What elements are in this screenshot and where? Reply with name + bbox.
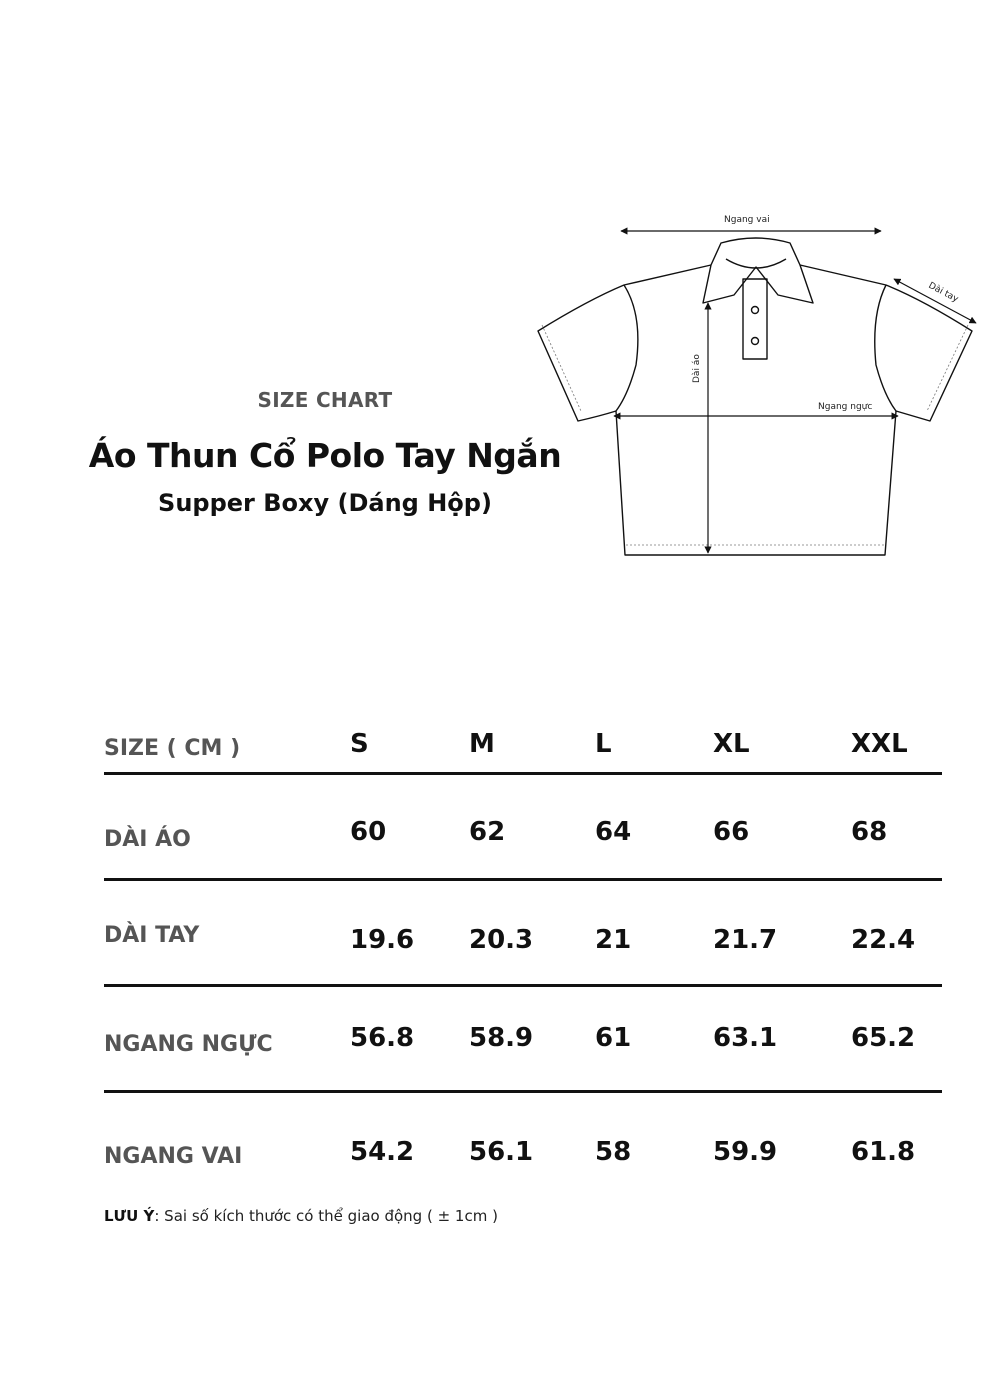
table-cell: 68 [851, 817, 888, 847]
row-label: NGANG NGỰC [104, 1032, 273, 1057]
table-cell: 58.9 [469, 1023, 534, 1053]
table-cell: 63.1 [713, 1023, 778, 1053]
product-title: Áo Thun Cổ Polo Tay Ngắn [88, 436, 562, 475]
shirt-outline [538, 265, 972, 555]
table-cell: 62 [469, 817, 506, 847]
table-cell: 58 [595, 1137, 632, 1167]
size-header-l: L [595, 729, 612, 759]
row-label: DÀI ÁO [104, 827, 191, 852]
table-cell: 19.6 [350, 925, 415, 955]
button-icon [752, 307, 759, 314]
chest-label: Ngang ngực [818, 402, 873, 412]
table-row-ngang-nguc [104, 987, 942, 1093]
shoulder-label: Ngang vai [724, 215, 770, 225]
size-chart-eyebrow: SIZE CHART [257, 388, 393, 412]
size-header-m: M [469, 729, 495, 759]
length-label: Dài áo [692, 354, 702, 383]
table-cell: 59.9 [713, 1137, 778, 1167]
collar [703, 238, 813, 303]
sleeve-label: Dài tay [926, 280, 960, 305]
table-cell: 65.2 [851, 1023, 916, 1053]
size-header-xxl: XXL [851, 729, 908, 759]
table-cell: 60 [350, 817, 387, 847]
table-cell: 56.1 [469, 1137, 534, 1167]
left-armhole [616, 285, 638, 411]
table-row-dai-ao [104, 775, 942, 881]
product-subtitle: Supper Boxy (Dáng Hộp) [158, 489, 492, 517]
tolerance-note [104, 1207, 498, 1225]
row-label: DÀI TAY [104, 923, 200, 948]
table-cell: 61 [595, 1023, 632, 1053]
table-cell: 21 [595, 925, 632, 955]
table-cell: 66 [713, 817, 750, 847]
size-unit-header: SIZE ( CM ) [104, 736, 241, 761]
table-cell: 64 [595, 817, 632, 847]
table-cell: 61.8 [851, 1137, 916, 1167]
button-icon [752, 338, 759, 345]
table-cell: 20.3 [469, 925, 534, 955]
table-cell: 56.8 [350, 1023, 415, 1053]
size-header-s: S [350, 729, 369, 759]
table-row-dai-tay [104, 881, 942, 987]
placket [743, 279, 767, 359]
table-cell: 54.2 [350, 1137, 415, 1167]
right-armhole [875, 285, 896, 411]
table-cell: 21.7 [713, 925, 778, 955]
header [60, 388, 590, 517]
note-label: LƯU Ý [104, 1207, 155, 1225]
table-cell: 22.4 [851, 925, 916, 955]
table-header-row [104, 718, 942, 775]
note-text: : Sai số kích thước có thể giao động ( ± 1cm ) [154, 1207, 498, 1225]
table-row-ngang-vai [104, 1093, 942, 1196]
size-table [104, 718, 942, 1196]
row-label: NGANG VAI [104, 1144, 243, 1169]
polo-shirt-diagram [528, 205, 988, 575]
size-header-xl: XL [713, 729, 750, 759]
